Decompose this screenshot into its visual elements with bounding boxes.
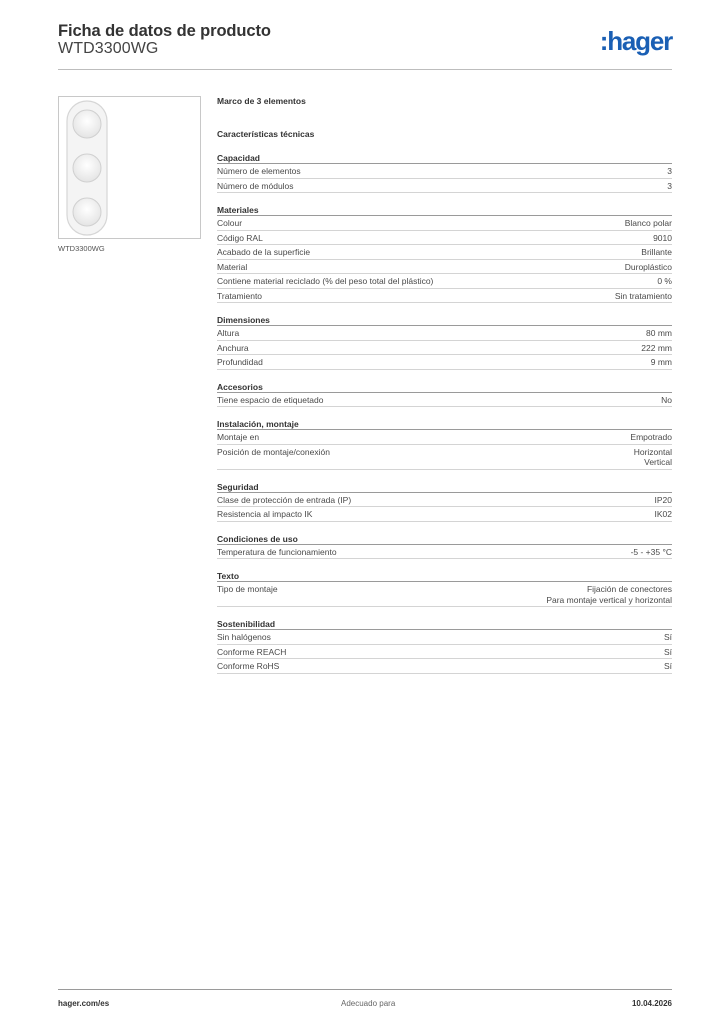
spec-label: Clase de protección de entrada (IP)	[217, 494, 352, 505]
spec-value-line: Sí	[663, 661, 672, 671]
spec-section-title: Capacidad	[217, 152, 672, 164]
spec-value-line: 0 %	[657, 276, 672, 286]
document-header	[58, 22, 672, 70]
spec-label: Conforme REACH	[217, 646, 287, 657]
spec-value-line: 80 mm	[646, 328, 672, 338]
spec-value-line: IK02	[654, 509, 672, 519]
spec-row	[217, 355, 672, 370]
spec-section-title: Dimensiones	[217, 314, 672, 326]
spec-row	[217, 326, 672, 341]
specification-sections	[217, 152, 672, 674]
spec-value	[646, 328, 672, 339]
spec-label: Número de elementos	[217, 166, 301, 176]
spec-row	[217, 393, 672, 408]
spec-row	[217, 289, 672, 304]
spec-label: Posición de montaje/conexión	[217, 446, 330, 457]
spec-section	[217, 533, 672, 560]
spec-row	[217, 179, 672, 194]
spec-value-line: 3	[667, 166, 672, 176]
footer-date: 10.04.2026	[631, 999, 672, 1008]
spec-value	[630, 432, 672, 443]
spec-section	[217, 152, 672, 193]
spec-section	[217, 381, 672, 408]
spec-value	[661, 395, 672, 406]
spec-value	[634, 447, 672, 468]
spec-label: Sin halógenos	[217, 632, 271, 642]
spec-label: Conforme RoHS	[217, 661, 280, 671]
product-image-frame	[58, 96, 201, 239]
footer-suitable-for: Adecuado para	[341, 999, 396, 1008]
spec-value-line: Empotrado	[630, 432, 672, 442]
spec-label: Contiene material reciclado (% del peso total del plástico)	[217, 276, 434, 286]
spec-label: Profundidad	[217, 357, 263, 367]
spec-row	[217, 445, 672, 470]
product-image-caption: WTD3300WG	[58, 244, 105, 253]
spec-section-title: Sostenibilidad	[217, 618, 672, 630]
spec-value-line: Duroplástico	[624, 261, 672, 272]
spec-value-line: 3	[667, 180, 672, 191]
spec-section	[217, 418, 672, 470]
spec-value	[664, 661, 672, 672]
spec-label: Resistencia al impacto IK	[217, 509, 313, 519]
spec-value-line: Blanco polar	[624, 218, 672, 228]
spec-label: Tratamiento	[217, 290, 263, 301]
spec-value	[667, 166, 672, 177]
spec-section	[217, 314, 672, 370]
spec-label: Temperatura de funcionamiento	[217, 546, 337, 557]
spec-row	[217, 430, 672, 445]
spec-section-title: Accesorios	[217, 381, 672, 393]
spec-row	[217, 274, 672, 289]
spec-row	[217, 216, 672, 231]
spec-section	[217, 481, 672, 522]
spec-value-line: Brillante	[641, 247, 672, 257]
spec-section-title: Texto	[217, 570, 672, 582]
spec-section	[217, 204, 672, 303]
spec-value-line: Vertical	[644, 457, 672, 467]
spec-value-line: Fijación de conectores	[586, 584, 672, 594]
spec-value-line: -5 - +35 °C	[630, 546, 672, 557]
footer-website: hager.com/es	[58, 999, 110, 1008]
spec-label: Montaje en	[217, 432, 260, 442]
spec-row	[217, 630, 672, 645]
spec-section-title: Materiales	[217, 204, 672, 216]
spec-value	[641, 343, 672, 354]
spec-value-line: 222 mm	[641, 342, 672, 353]
document-footer	[58, 989, 672, 1015]
spec-row	[217, 493, 672, 508]
specification-content	[217, 94, 672, 674]
spec-value-line: 9010	[653, 232, 672, 243]
spec-label: Tiene espacio de etiquetado	[217, 394, 324, 405]
spec-row	[217, 507, 672, 522]
spec-row	[217, 659, 672, 674]
spec-label: Material	[217, 261, 248, 272]
spec-label: Acabado de la superficie	[217, 247, 311, 257]
spec-value	[664, 632, 672, 643]
spec-value	[631, 547, 672, 558]
spec-row	[217, 231, 672, 246]
spec-value	[657, 276, 672, 287]
spec-value	[653, 233, 672, 244]
spec-label: Código RAL	[217, 232, 263, 243]
spec-value-line: Sí	[663, 632, 672, 642]
technical-characteristics-title: Características técnicas	[217, 129, 315, 139]
spec-section-title: Seguridad	[217, 481, 672, 493]
spec-value-line: No	[661, 394, 672, 405]
spec-value	[655, 495, 673, 506]
spec-value-line: IP20	[654, 494, 672, 505]
spec-row	[217, 582, 672, 607]
spec-section-title: Condiciones de uso	[217, 533, 672, 545]
spec-value	[625, 262, 672, 273]
spec-row	[217, 164, 672, 179]
spec-value-line: 9 mm	[650, 357, 672, 367]
spec-value-line: Horizontal	[633, 446, 672, 457]
spec-label: Número de módulos	[217, 180, 294, 191]
product-name: Marco de 3 elementos	[217, 96, 306, 106]
spec-section-title: Instalación, montaje	[217, 418, 672, 430]
spec-value-line: Sin tratamiento	[614, 290, 672, 301]
spec-value	[546, 584, 672, 605]
spec-label: Altura	[217, 328, 240, 338]
spec-value	[641, 247, 672, 258]
spec-row	[217, 245, 672, 260]
spec-value	[625, 218, 672, 229]
spec-label: Tipo de montaje	[217, 584, 278, 594]
spec-section	[217, 618, 672, 674]
document-title: Ficha de datos de producto	[58, 22, 271, 40]
spec-label: Anchura	[217, 342, 249, 353]
spec-value	[655, 509, 673, 520]
product-frame-illustration	[59, 97, 202, 240]
spec-row	[217, 545, 672, 560]
spec-row	[217, 341, 672, 356]
hager-logo: :hager	[599, 26, 672, 56]
spec-section	[217, 570, 672, 607]
document-subtitle: WTD3300WG	[58, 40, 159, 57]
spec-row	[217, 260, 672, 275]
spec-value	[615, 291, 672, 302]
spec-value	[651, 357, 672, 368]
spec-value-line: Sí	[663, 646, 672, 657]
spec-value	[664, 647, 672, 658]
spec-value	[667, 181, 672, 192]
spec-value-line: Para montaje vertical y horizontal	[546, 594, 672, 605]
spec-label: Colour	[217, 218, 243, 228]
spec-row	[217, 645, 672, 660]
